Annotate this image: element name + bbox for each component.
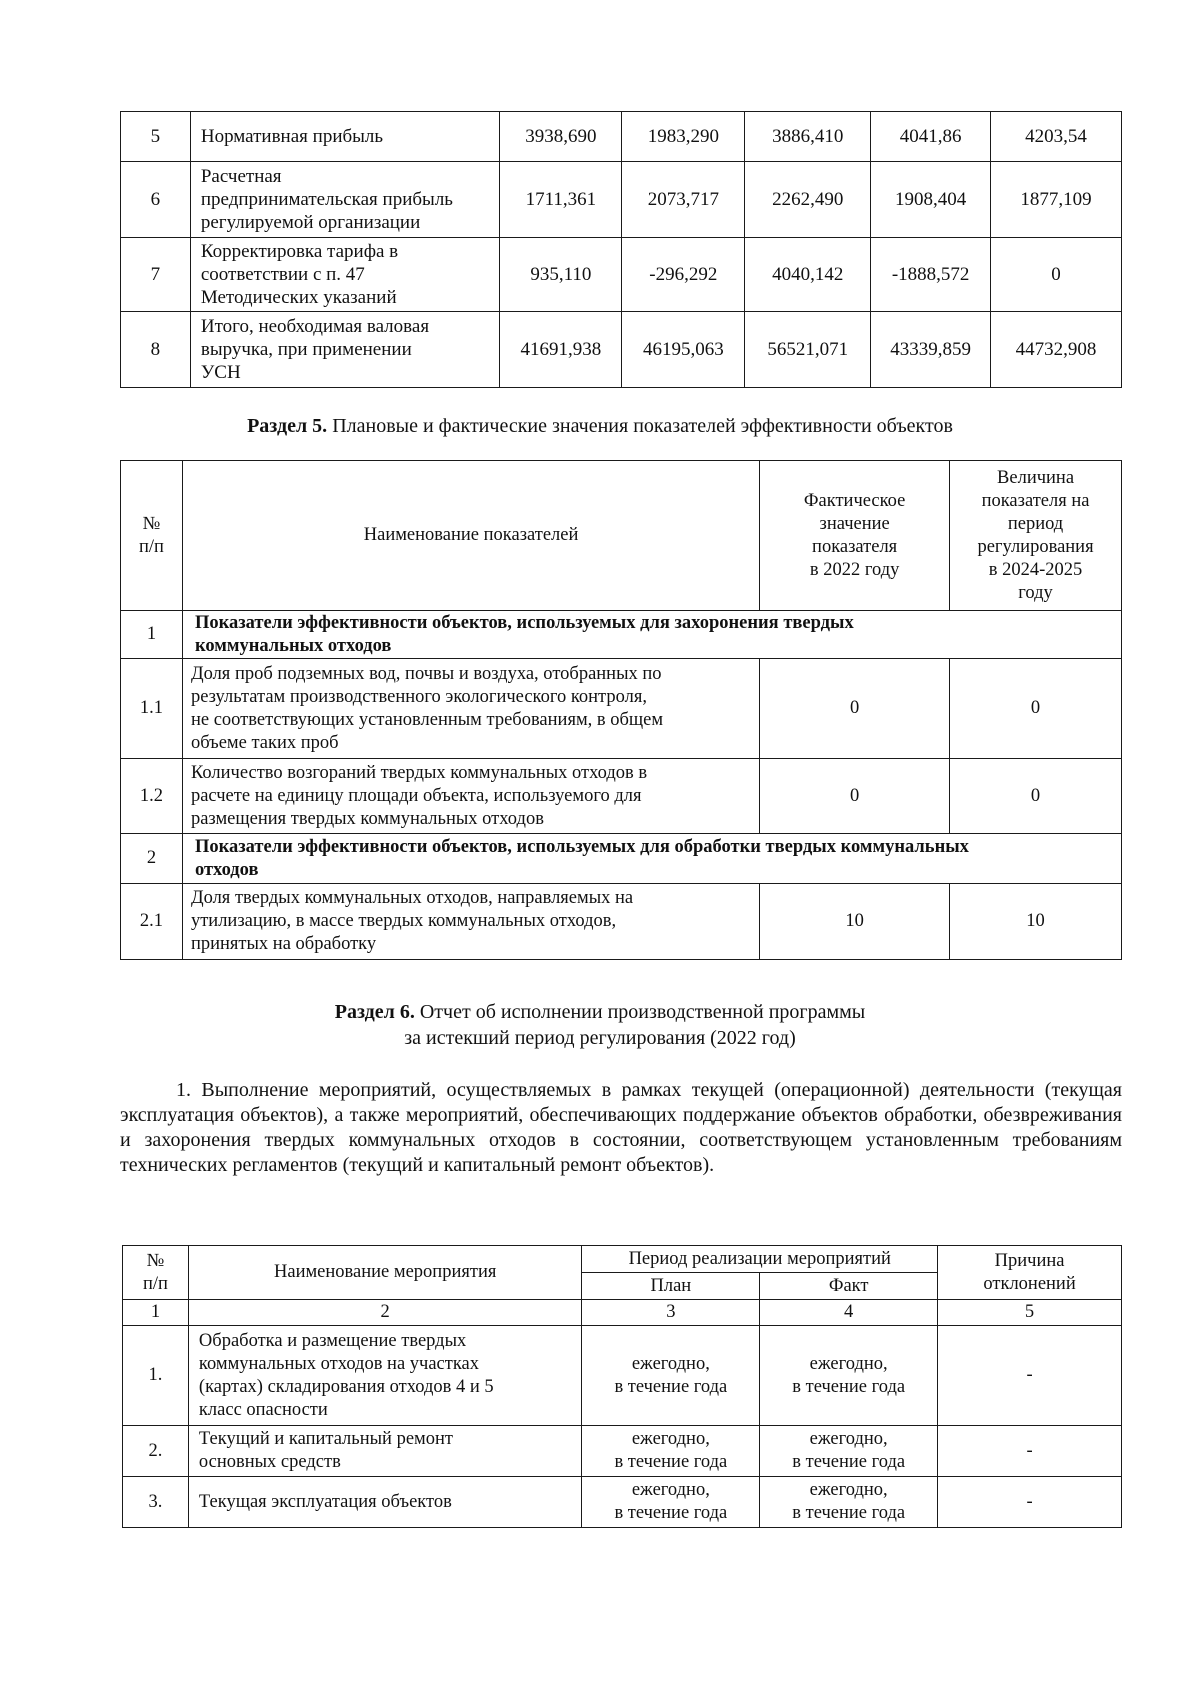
value-cell: 3886,410: [745, 112, 871, 162]
header-plan: План: [582, 1273, 760, 1300]
plan-cell: ежегодно, в течение года: [582, 1326, 760, 1426]
value-cell: 0: [991, 238, 1122, 312]
activity-name: Обработка и размещение твердых коммунальных отходов на участках (картах) складирования отходов 4 и 5 класс опасности: [188, 1326, 582, 1426]
table-row: [121, 162, 1122, 238]
column-index: 3: [582, 1300, 760, 1326]
row-number: 1: [121, 611, 183, 659]
index-row: [123, 1300, 1122, 1326]
plan-value: 0: [950, 759, 1122, 834]
row-number: 3.: [123, 1477, 189, 1528]
section-label: Раздел 6.: [334, 1001, 415, 1023]
header-fact: Факт: [760, 1273, 938, 1300]
value-cell: 4041,86: [871, 112, 991, 162]
value-cell: 56521,071: [745, 312, 871, 388]
section-subtitle: за истекший период регулирования (2022 год): [404, 1027, 796, 1049]
reason-cell: -: [938, 1326, 1122, 1426]
row-number: 2: [121, 834, 183, 884]
reason-cell: -: [938, 1477, 1122, 1528]
column-index: 4: [760, 1300, 938, 1326]
activity-name: Текущая эксплуатация объектов: [188, 1477, 582, 1528]
plan-value: 0: [950, 659, 1122, 759]
group-row: [121, 611, 1122, 659]
value-cell: 4203,54: [991, 112, 1122, 162]
row-number: 2.1: [121, 884, 183, 960]
header-plan: Величина показателя на период регулирования в 2024-2025 году: [950, 461, 1122, 611]
row-number: 1.2: [121, 759, 183, 834]
reason-cell: -: [938, 1426, 1122, 1477]
value-cell: 1908,404: [871, 162, 991, 238]
indicator-name: Количество возгораний твердых коммунальных отходов в расчете на единицу площади объекта, используемого для размещения твердых коммунальных отходов: [182, 759, 759, 834]
value-cell: 46195,063: [622, 312, 745, 388]
row-name: Расчетная предпринимательская прибыль регулируемой организации: [190, 162, 500, 238]
fact-value: 0: [760, 759, 950, 834]
row-number: 1.1: [121, 659, 183, 759]
program-report-table: [122, 1245, 1122, 1528]
value-cell: 3938,690: [500, 112, 622, 162]
efficiency-table: [120, 460, 1122, 960]
value-cell: 2073,717: [622, 162, 745, 238]
indicator-name: Доля проб подземных вод, почвы и воздуха, отобранных по результатам производственного экологического контроля, не соответствующих установленным требованиям, в общем объеме таких проб: [182, 659, 759, 759]
header-fact: Фактическое значение показателя в 2022 году: [760, 461, 950, 611]
column-index: 2: [188, 1300, 582, 1326]
fact-cell: ежегодно, в течение года: [760, 1477, 938, 1528]
value-cell: 1983,290: [622, 112, 745, 162]
table-header-row: [123, 1246, 1122, 1273]
table-row: [121, 884, 1122, 960]
header-name: Наименование показателей: [182, 461, 759, 611]
plan-value: 10: [950, 884, 1122, 960]
row-number: 2.: [123, 1426, 189, 1477]
row-name: Нормативная прибыль: [190, 112, 500, 162]
header-no: № п/п: [121, 461, 183, 611]
header-name: Наименование мероприятия: [188, 1246, 582, 1300]
value-cell: -296,292: [622, 238, 745, 312]
value-cell: 44732,908: [991, 312, 1122, 388]
header-period: Период реализации мероприятий: [582, 1246, 938, 1273]
fact-value: 10: [760, 884, 950, 960]
fact-cell: ежегодно, в течение года: [760, 1326, 938, 1426]
table-row: [121, 659, 1122, 759]
table-row: [121, 759, 1122, 834]
table-header-row: [121, 461, 1122, 611]
body-paragraph: 1. Выполнение мероприятий, осуществляемых в рамках текущей (операционной) деятельности (текущая эксплуатация объектов), а также мероприятий, обеспечивающих поддержание объектов обработки, обезвреживания и захоронения твердых коммунальных отходов в состоянии, соответствующем установленным требованиям технических регламентов (текущий и капитальный ремонт объектов).: [120, 1079, 1122, 1176]
table-row: [123, 1426, 1122, 1477]
section-label: Раздел 5.: [247, 415, 328, 437]
fact-value: 0: [760, 659, 950, 759]
plan-cell: ежегодно, в течение года: [582, 1477, 760, 1528]
section-title: Плановые и фактические значения показателей эффективности объектов: [327, 415, 953, 437]
header-no: № п/п: [123, 1246, 189, 1300]
activity-name: Текущий и капитальный ремонт основных средств: [188, 1426, 582, 1477]
table-row: [123, 1326, 1122, 1426]
group-row: [121, 834, 1122, 884]
group-title: Показатели эффективности объектов, используемых для захоронения твердых коммунальных отходов: [182, 611, 1121, 659]
section-5-heading: [0, 414, 1200, 438]
value-cell: -1888,572: [871, 238, 991, 312]
value-cell: 2262,490: [745, 162, 871, 238]
section-title: Отчет об исполнении производственной программы: [414, 1001, 866, 1023]
table-row: [123, 1477, 1122, 1528]
indicator-name: Доля твердых коммунальных отходов, направляемых на утилизацию, в массе твердых коммунальных отходов, принятых на обработку: [182, 884, 759, 960]
row-number: 8: [121, 312, 191, 388]
row-number: 6: [121, 162, 191, 238]
value-cell: 4040,142: [745, 238, 871, 312]
row-number: 5: [121, 112, 191, 162]
table-row: [121, 312, 1122, 388]
value-cell: 1877,109: [991, 162, 1122, 238]
fact-cell: ежегодно, в течение года: [760, 1426, 938, 1477]
table-row: [121, 238, 1122, 312]
column-index: 5: [938, 1300, 1122, 1326]
header-reason: Причина отклонений: [938, 1246, 1122, 1300]
section-6-heading: [0, 1000, 1200, 1050]
row-name: Корректировка тарифа в соответствии с п. 47 Методических указаний: [190, 238, 500, 312]
row-number: 7: [121, 238, 191, 312]
row-name: Итого, необходимая валовая выручка, при применении УСН: [190, 312, 500, 388]
plan-cell: ежегодно, в течение года: [582, 1426, 760, 1477]
value-cell: 935,110: [500, 238, 622, 312]
group-title: Показатели эффективности объектов, используемых для обработки твердых коммунальных отходов: [182, 834, 1121, 884]
row-number: 1.: [123, 1326, 189, 1426]
value-cell: 1711,361: [500, 162, 622, 238]
table-row: [121, 112, 1122, 162]
value-cell: 43339,859: [871, 312, 991, 388]
value-cell: 41691,938: [500, 312, 622, 388]
tariff-table: [120, 111, 1122, 388]
column-index: 1: [123, 1300, 189, 1326]
